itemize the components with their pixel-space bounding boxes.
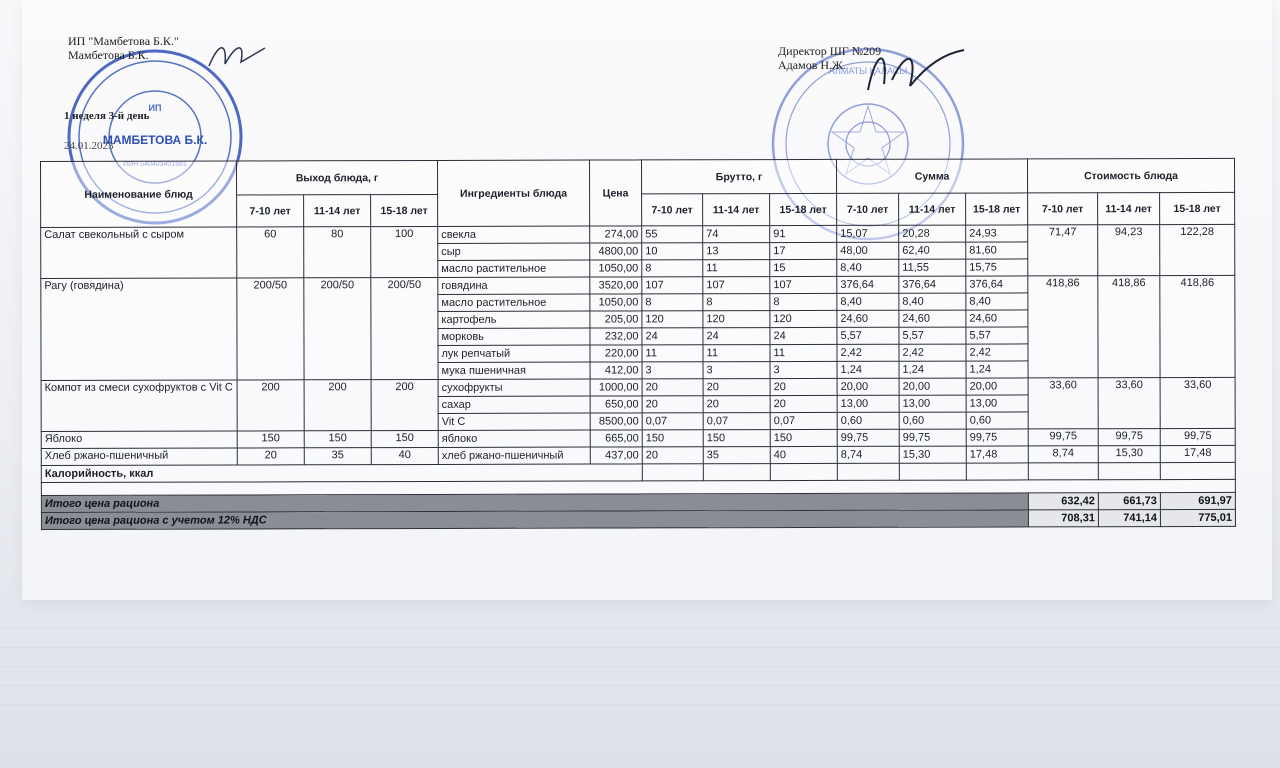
ingredient-sum: 24,60 — [837, 310, 899, 327]
ingredient-price: 650,00 — [590, 396, 642, 413]
age-header: 15-18 лет — [966, 193, 1028, 225]
ingredient-sum: 20,00 — [899, 378, 966, 395]
signature-left — [205, 36, 275, 76]
stamp-right-text: АЛМАТЫ ҚАЛАСЫ — [828, 66, 908, 76]
table-row — [41, 224, 1235, 244]
total-vat-value: 775,01 — [1160, 509, 1235, 526]
ingredient-name: сахар — [438, 396, 590, 413]
ingredient-sum: 2,42 — [966, 344, 1028, 361]
ingredient-sum: 13,00 — [899, 395, 966, 412]
ingredient-gross: 8 — [642, 260, 703, 277]
total-vat-value: 708,31 — [1028, 510, 1098, 527]
dish-cost: 99,75 — [1028, 429, 1098, 446]
col-cost-header: Стоимость блюда — [1027, 158, 1234, 193]
ingredient-price: 220,00 — [590, 345, 642, 362]
ingredient-name: масло растительное — [438, 260, 590, 277]
ingredient-gross: 20 — [770, 395, 837, 412]
ingredient-gross: 24 — [703, 328, 770, 345]
ingredient-sum: 1,24 — [899, 361, 966, 378]
ingredient-sum: 376,64 — [837, 276, 899, 293]
ingredient-gross: 120 — [770, 310, 837, 327]
dish-name: Салат свекольный с сыром — [41, 227, 237, 279]
stamp-left-name: МАМБЕТОВА Б.К. — [102, 133, 208, 147]
age-header: 15-18 лет — [1160, 192, 1235, 224]
ration-table — [40, 158, 1236, 530]
ingredient-sum: 99,75 — [899, 429, 966, 446]
ingredient-gross: 11 — [642, 345, 703, 362]
ingredient-price: 274,00 — [590, 226, 642, 243]
ingredient-name: сухофрукты — [438, 379, 590, 396]
col-sum-header: Сумма — [836, 159, 1027, 193]
ingredient-gross: 24 — [770, 327, 837, 344]
ingredient-gross: 74 — [703, 226, 770, 243]
total-value: 691,97 — [1160, 492, 1235, 509]
dish-output: 150 — [304, 431, 371, 448]
ingredient-sum: 15,75 — [966, 259, 1028, 276]
dish-output: 200/50 — [304, 278, 371, 380]
col-output-header: Выход блюда, г — [237, 160, 438, 195]
ingredient-sum: 81,60 — [966, 242, 1028, 259]
ingredient-sum: 24,93 — [966, 225, 1028, 242]
ingredient-name: картофель — [438, 311, 590, 328]
col-dish-header: Наименование блюд — [41, 161, 237, 228]
ingredient-sum: 24,60 — [966, 310, 1028, 327]
dish-cost: 17,48 — [1160, 445, 1235, 462]
dish-output: 150 — [237, 431, 304, 448]
dish-cost: 33,60 — [1098, 378, 1160, 429]
age-header: 7-10 лет — [1028, 193, 1098, 225]
dish-cost: 99,75 — [1098, 429, 1160, 446]
dish-output: 200/50 — [371, 277, 438, 379]
dish-cost: 15,30 — [1098, 446, 1160, 463]
age-header: 7-10 лет — [642, 194, 703, 226]
ingredient-sum: 8,40 — [899, 293, 966, 310]
ingredient-name: морковь — [438, 328, 590, 345]
ingredient-gross: 20 — [642, 396, 703, 413]
age-header: 11-14 лет — [1098, 193, 1160, 225]
dish-cost: 33,60 — [1160, 377, 1235, 428]
ingredient-gross: 91 — [770, 225, 837, 242]
total-value: 632,42 — [1028, 493, 1098, 510]
dish-name: Компот из смеси сухофруктов с Vit C — [41, 380, 237, 432]
ingredient-price: 665,00 — [590, 430, 642, 447]
ingredient-price: 8500,00 — [590, 413, 642, 430]
director-title: Директор ШГ №209 — [778, 44, 882, 58]
ingredient-sum: 8,40 — [837, 293, 899, 310]
ingredient-gross: 107 — [642, 277, 703, 294]
ingredient-gross: 3 — [642, 362, 703, 379]
ingredient-name: хлеб ржано-пшеничный — [438, 447, 590, 464]
ingredient-gross: 10 — [642, 243, 703, 260]
ingredient-sum: 1,24 — [837, 361, 899, 378]
dish-cost: 8,74 — [1028, 446, 1098, 463]
dish-name: Хлеб ржано-пшеничный — [41, 448, 237, 466]
dish-output: 150 — [371, 430, 438, 447]
dish-output: 20 — [237, 448, 304, 465]
ingredient-gross: 3 — [703, 362, 770, 379]
ingredient-name: мука пшеничная — [438, 362, 590, 379]
ingredient-gross: 20 — [703, 379, 770, 396]
dish-cost: 418,86 — [1160, 275, 1235, 377]
ingredient-sum: 5,57 — [899, 327, 966, 344]
ingredient-gross: 24 — [642, 328, 703, 345]
table-row — [41, 275, 1235, 295]
ingredient-gross: 8 — [770, 293, 837, 310]
week-day: 1 неделя 3-й день — [64, 110, 150, 122]
ingredient-sum: 0,60 — [837, 412, 899, 429]
total-value: 661,73 — [1098, 493, 1160, 510]
age-header: 15-18 лет — [371, 194, 438, 226]
ingredient-gross: 17 — [770, 242, 837, 259]
ingredient-gross: 150 — [642, 430, 703, 447]
ingredient-sum: 2,42 — [899, 344, 966, 361]
age-header: 11-14 лет — [703, 194, 770, 226]
ingredient-gross: 0,07 — [770, 412, 837, 429]
ingredient-gross: 11 — [703, 345, 770, 362]
ingredient-gross: 3 — [770, 361, 837, 378]
ingredient-gross: 0,07 — [703, 413, 770, 430]
ingredient-price: 412,00 — [590, 362, 642, 379]
ingredient-gross: 11 — [770, 344, 837, 361]
ingredient-gross: 15 — [770, 259, 837, 276]
calories-label: Калорийность, ккал — [41, 464, 642, 483]
ingredient-price: 205,00 — [590, 311, 642, 328]
dish-cost: 33,60 — [1028, 378, 1098, 429]
ingredient-name: масло растительное — [438, 294, 590, 311]
dish-output: 80 — [304, 227, 371, 278]
dish-output: 60 — [237, 227, 304, 278]
ingredient-sum: 5,57 — [837, 327, 899, 344]
ingredient-name: яблоко — [438, 430, 590, 447]
ingredient-price: 437,00 — [590, 447, 642, 464]
ingredient-gross: 8 — [703, 294, 770, 311]
total-vat-value: 741,14 — [1098, 510, 1160, 527]
ingredient-sum: 20,28 — [899, 225, 966, 242]
age-header: 15-18 лет — [770, 193, 837, 225]
ingredient-price: 3520,00 — [590, 277, 642, 294]
ingredient-gross: 55 — [642, 226, 703, 243]
ingredient-gross: 40 — [770, 446, 837, 463]
ingredient-gross: 150 — [703, 430, 770, 447]
ingredient-price: 1050,00 — [590, 260, 642, 277]
dish-cost: 418,86 — [1028, 276, 1098, 378]
dish-output: 200/50 — [237, 278, 304, 380]
ingredient-gross: 11 — [703, 260, 770, 277]
age-header: 11-14 лет — [304, 195, 371, 227]
ingredient-sum: 1,24 — [966, 361, 1028, 378]
dish-output: 40 — [371, 447, 438, 464]
total-label: Итого цена рациона — [41, 493, 1028, 513]
ingredient-sum: 62,40 — [899, 242, 966, 259]
svg-text:ИП: ИП — [148, 103, 162, 113]
age-header: 11-14 лет — [899, 193, 966, 225]
ingredient-gross: 107 — [703, 277, 770, 294]
company-name: ИП "Мамбетова Б.К." — [68, 34, 179, 48]
ingredient-sum: 24,60 — [899, 310, 966, 327]
ingredient-sum: 20,00 — [966, 378, 1028, 395]
director-name: Адамов Н.Ж. — [778, 58, 846, 72]
col-price-header: Цена — [589, 160, 641, 226]
ingredient-sum: 376,64 — [899, 276, 966, 293]
svg-text:ИИН 540403401681: ИИН 540403401681 — [123, 161, 187, 168]
signature-right — [848, 40, 968, 100]
ingredient-sum: 48,00 — [837, 242, 899, 259]
dish-name: Рагу (говядина) — [41, 278, 237, 381]
ingredient-sum: 13,00 — [966, 395, 1028, 412]
age-header: 7-10 лет — [237, 195, 304, 227]
ingredient-sum: 5,57 — [966, 327, 1028, 344]
ingredient-gross: 150 — [770, 429, 837, 446]
col-gross-header: Брутто, г — [641, 159, 836, 194]
col-ingredients-header: Ингредиенты блюда — [437, 160, 589, 226]
ingredient-sum: 13,00 — [837, 395, 899, 412]
owner-name: Мамбетова Б.К. — [68, 48, 149, 62]
ingredient-gross: 20 — [770, 378, 837, 395]
ingredient-gross: 35 — [703, 447, 770, 464]
ingredient-sum: 8,40 — [837, 259, 899, 276]
ingredient-gross: 107 — [770, 276, 837, 293]
ingredient-gross: 120 — [642, 311, 703, 328]
ingredient-sum: 20,00 — [837, 378, 899, 395]
ingredient-gross: 8 — [642, 294, 703, 311]
ingredient-sum: 15,07 — [837, 225, 899, 242]
ingredient-sum: 15,30 — [899, 446, 966, 463]
dish-output: 200 — [371, 379, 438, 430]
ingredient-price: 1000,00 — [590, 379, 642, 396]
ingredient-sum: 17,48 — [966, 446, 1028, 463]
age-header: 7-10 лет — [837, 193, 899, 225]
total-vat-label: Итого цена рациона с учетом 12% НДС — [41, 510, 1028, 530]
header-left — [68, 34, 179, 62]
ingredient-name: говядина — [438, 277, 590, 294]
table-row — [41, 377, 1235, 397]
ingredient-price: 4800,00 — [590, 243, 642, 260]
ingredient-gross: 20 — [642, 379, 703, 396]
ingredient-sum: 376,64 — [966, 276, 1028, 293]
ingredient-name: лук репчатый — [438, 345, 590, 362]
dish-cost: 71,47 — [1028, 225, 1098, 276]
ingredient-sum: 0,60 — [899, 412, 966, 429]
ingredient-gross: 120 — [703, 311, 770, 328]
dish-cost: 99,75 — [1160, 428, 1235, 445]
dish-cost: 122,28 — [1160, 224, 1235, 275]
ingredient-gross: 13 — [703, 243, 770, 260]
ingredient-name: свекла — [438, 226, 590, 243]
ingredient-gross: 20 — [703, 396, 770, 413]
ingredient-sum: 0,60 — [966, 412, 1028, 429]
ingredient-price: 232,00 — [590, 328, 642, 345]
ingredient-name: Vit C — [438, 413, 590, 430]
ingredient-sum: 99,75 — [837, 429, 899, 446]
ingredient-name: сыр — [438, 243, 590, 260]
dish-name: Яблоко — [41, 431, 237, 449]
dish-output: 35 — [304, 448, 371, 465]
underlying-page-shadow — [0, 610, 1280, 710]
dish-output: 200 — [304, 380, 371, 431]
dish-output: 200 — [237, 380, 304, 431]
ingredient-sum: 99,75 — [966, 429, 1028, 446]
ingredient-gross: 20 — [642, 447, 703, 464]
ingredient-gross: 0,07 — [642, 413, 703, 430]
ingredient-price: 1050,00 — [590, 294, 642, 311]
dish-cost: 418,86 — [1098, 276, 1160, 378]
document-date: 24.01.2023 — [64, 140, 114, 152]
ingredient-sum: 2,42 — [837, 344, 899, 361]
ingredient-sum: 8,40 — [966, 293, 1028, 310]
ingredient-sum: 11,55 — [899, 259, 966, 276]
ingredient-sum: 8,74 — [837, 446, 899, 463]
dish-output: 100 — [371, 226, 438, 277]
dish-cost: 94,23 — [1098, 225, 1160, 276]
